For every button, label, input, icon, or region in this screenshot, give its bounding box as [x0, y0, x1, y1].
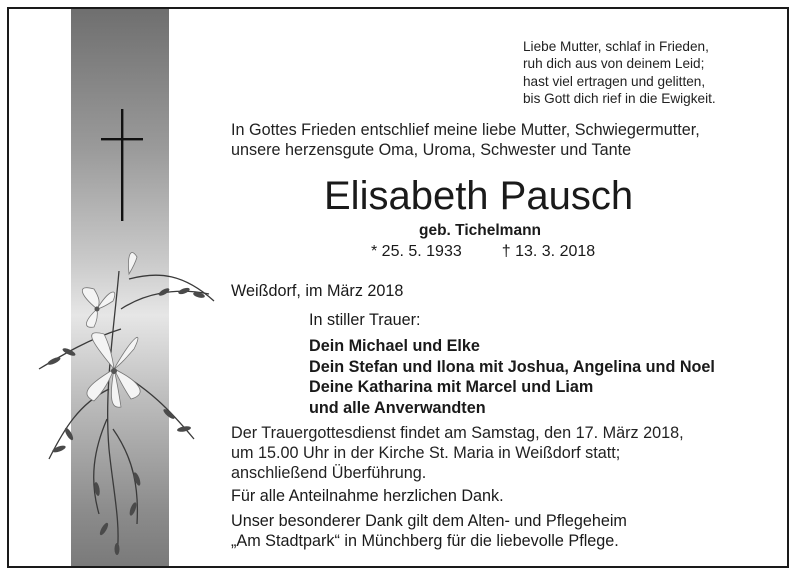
family-member: Dein Stefan und Ilona mit Joshua, Angelina und Noel	[309, 357, 715, 376]
born-name: geb. Tichelmann	[419, 222, 542, 239]
mourning-label: In stiller Trauer:	[309, 311, 421, 329]
place-date: Weißdorf, im März 2018	[231, 282, 404, 300]
obituary-frame	[7, 7, 789, 568]
special-thanks	[231, 511, 627, 551]
intro-text	[231, 120, 700, 160]
poem	[523, 38, 716, 108]
thanks-text: Für alle Anteilnahme herzlichen Dank.	[231, 487, 504, 505]
life-dates	[371, 243, 595, 261]
family-member: und alle Anverwandten	[309, 398, 486, 417]
intro-line: unsere herzensgute Oma, Uroma, Schwester und Tante	[231, 141, 632, 159]
service-info	[231, 423, 684, 483]
death-date: † 13. 3. 2018	[501, 243, 596, 260]
birth-date: * 25. 5. 1933	[371, 243, 462, 260]
family-list	[309, 336, 715, 418]
poem-line: bis Gott dich rief in die Ewigkeit.	[523, 91, 716, 107]
special-thanks-line: „Am Stadtpark“ in Münchberg für die liebevolle Pflege.	[231, 532, 619, 550]
intro-line: In Gottes Frieden entschlief meine liebe Mutter, Schwiegermutter,	[231, 121, 700, 139]
poem-line: ruh dich aus von deinem Leid;	[523, 56, 705, 72]
poem-line: Liebe Mutter, schlaf in Frieden,	[523, 39, 709, 54]
special-thanks-line: Unser besonderer Dank gilt dem Alten- und Pflegeheim	[231, 512, 627, 530]
service-line: um 15.00 Uhr in der Kirche St. Maria in Weißdorf statt;	[231, 444, 621, 462]
poem-line: hast viel ertragen und gelitten,	[523, 73, 706, 89]
service-line: Der Trauergottesdienst findet am Samstag, den 17. März 2018,	[231, 424, 684, 442]
flower-bouquet-icon	[9, 9, 229, 566]
service-line: anschließend Überführung.	[231, 464, 427, 482]
family-member: Deine Katharina mit Marcel und Liam	[309, 378, 594, 396]
deceased-name: Elisabeth Pausch	[324, 174, 634, 218]
family-member: Dein Michael und Elke	[309, 337, 480, 355]
